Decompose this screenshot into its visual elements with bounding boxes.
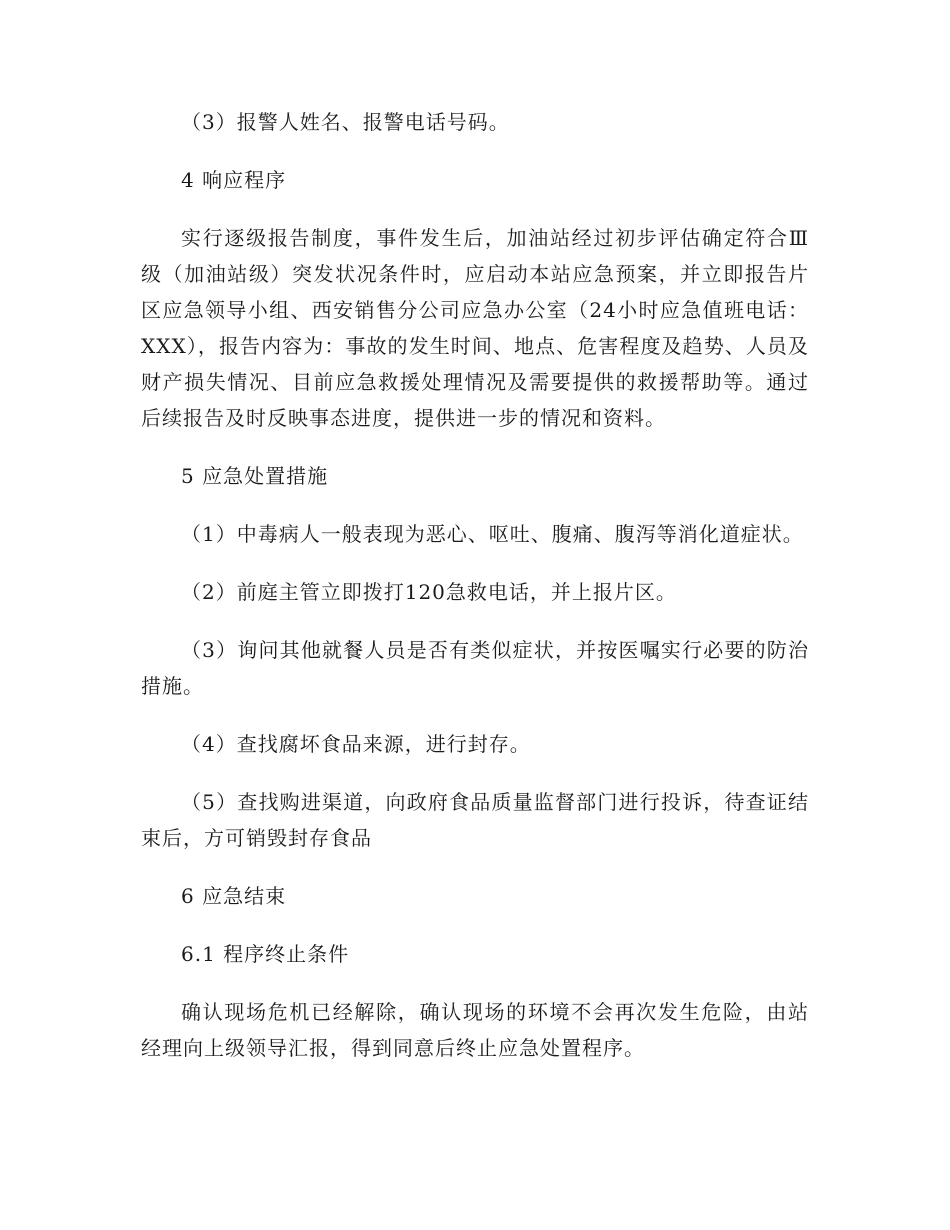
paragraph-termination: 确认现场危机已经解除，确认现场的环境不会再次发生危险，由站经理向上级领导汇报，得到同意后终止应急处置程序。 bbox=[141, 1000, 809, 1060]
section-heading-emergency-measures: 5 应急处置措施 bbox=[181, 464, 329, 488]
section-heading-response-procedure: 4 响应程序 bbox=[181, 168, 287, 192]
paragraph-measure-1: （1）中毒病人一般表现为恶心、呕吐、腹痛、腹泻等消化道症状。 bbox=[181, 522, 804, 546]
paragraph-measure-2: （2）前庭主管立即拨打120急救电话，并上报片区。 bbox=[181, 580, 677, 604]
subsection-heading-termination-conditions: 6.1 程序终止条件 bbox=[181, 942, 350, 966]
paragraph-alarm-caller: （3）报警人姓名、报警电话号码。 bbox=[181, 110, 510, 134]
paragraph-measure-3: （3）询问其他就餐人员是否有类似症状，并按医嘱实行必要的防治措施。 bbox=[141, 638, 809, 698]
paragraph-measure-4: （4）查找腐坏食品来源，进行封存。 bbox=[181, 732, 531, 756]
paragraph-measure-5: （5）查找购进渠道，向政府食品质量监督部门进行投诉，待查证结束后，方可销毁封存食品 bbox=[141, 790, 809, 850]
paragraph-reporting-system: 实行逐级报告制度，事件发生后，加油站经过初步评估确定符合Ⅲ级（加油站级）突发状况条件时，应启动本站应急预案，并立即报告片区应急领导小组、西安销售分公司应急办公室（24小时应急值班电话：XXX），报告内容为：事故的发生时间、地点、危害程度及趋势、人员及财产损失情况、目前应急救援处理情况及需要提供的救援帮助等。通过后续报告及时反映事态进度，提供进一步的情况和资料。 bbox=[141, 226, 809, 430]
document-body bbox=[141, 104, 809, 1088]
section-heading-emergency-end: 6 应急结束 bbox=[181, 884, 287, 908]
